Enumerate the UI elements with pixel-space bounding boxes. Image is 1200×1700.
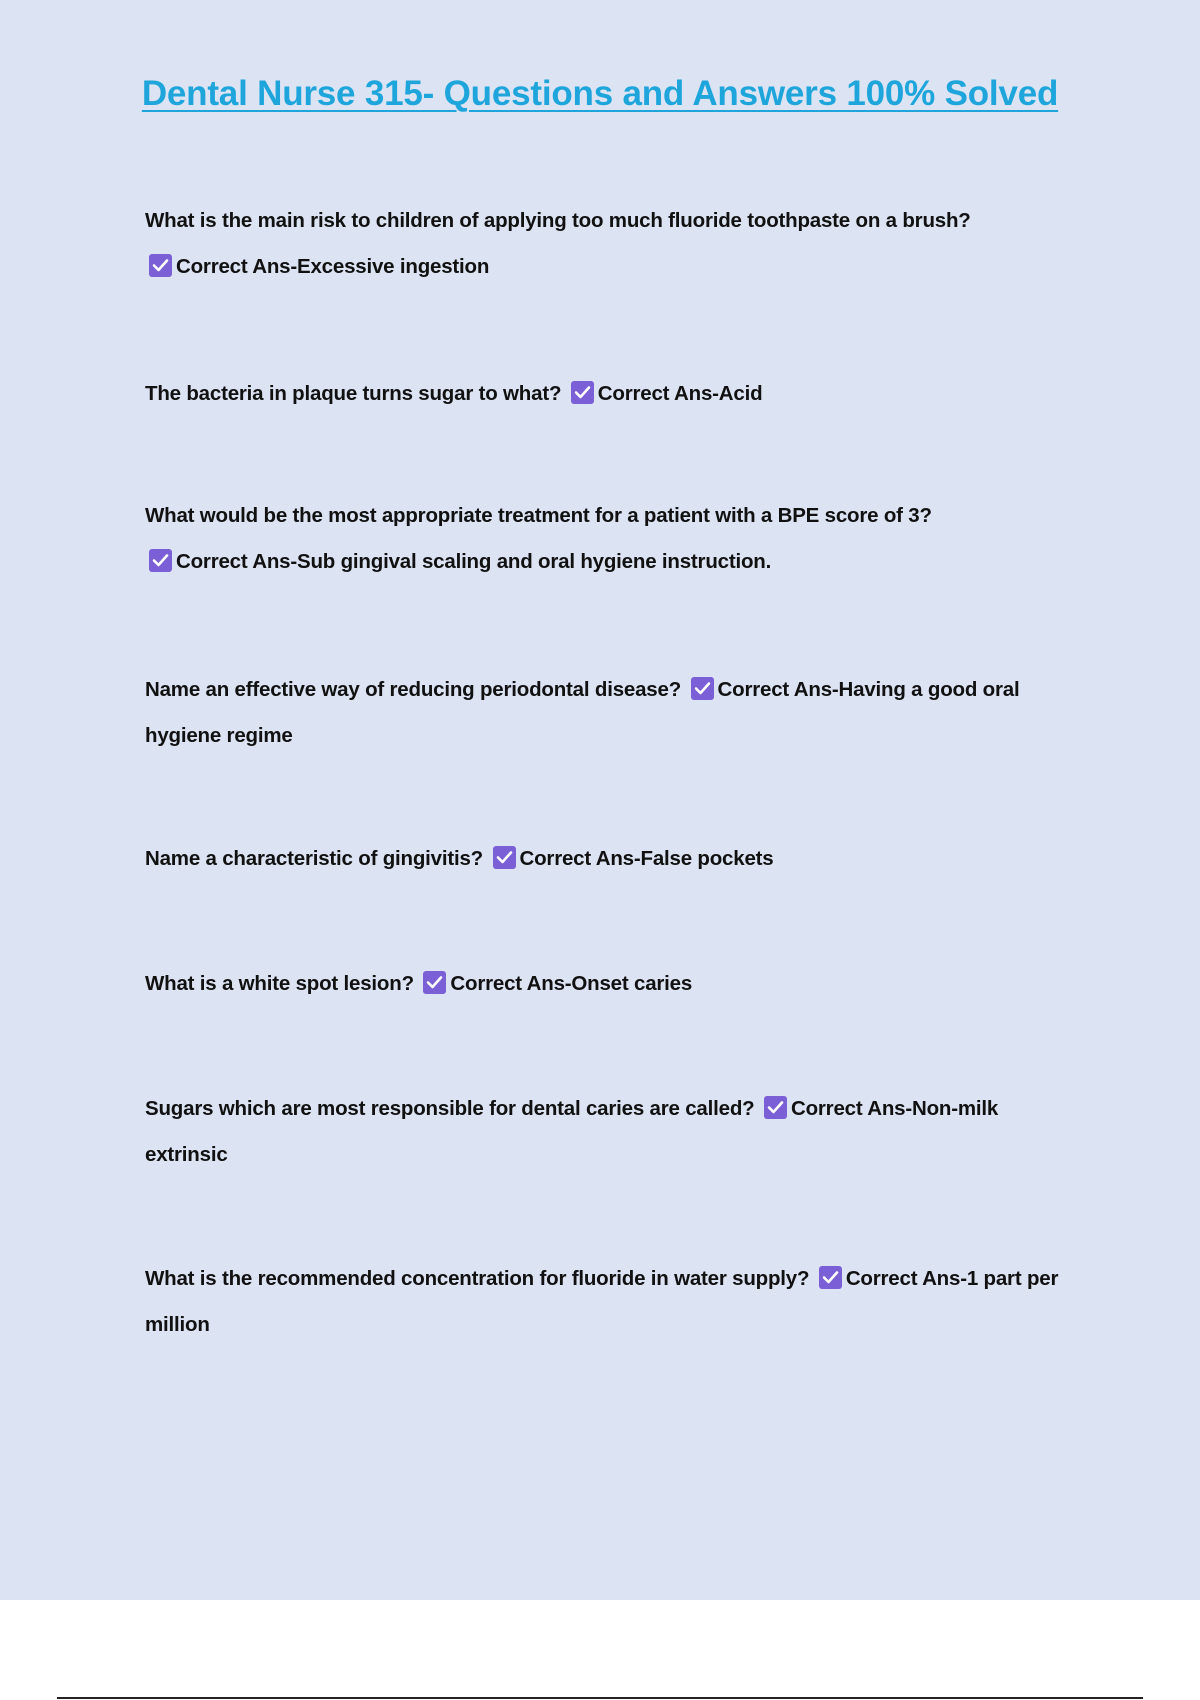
answer-text: Correct Ans-False pockets — [519, 847, 774, 870]
document-title: Dental Nurse 315- Questions and Answers 100% Solved — [141, 74, 1059, 113]
answer-text: Correct Ans-Acid — [597, 382, 763, 405]
question-text: What would be the most appropriate treatment for a patient with a BPE score of 3? — [145, 504, 932, 527]
checkbox-checked-icon — [819, 1266, 842, 1289]
question-text: Name an effective way of reducing periodontal disease? — [145, 678, 682, 701]
footer-divider — [57, 1697, 1143, 1699]
question-text: Name a characteristic of gingivitis? — [145, 847, 483, 870]
question-text: The bacteria in plaque turns sugar to what? — [145, 382, 562, 405]
checkbox-checked-icon — [149, 549, 172, 572]
qa-item — [145, 493, 1085, 585]
qa-item — [145, 1086, 1050, 1178]
qa-item — [145, 836, 1085, 882]
question-text: What is the recommended concentration for fluoride in water supply? — [145, 1267, 810, 1290]
checkbox-checked-icon — [571, 381, 594, 404]
question-text: Sugars which are most responsible for dental caries are called? — [145, 1097, 755, 1120]
checkbox-checked-icon — [691, 677, 714, 700]
answer-text: Correct Ans-Non-milk extrinsic — [145, 1097, 999, 1166]
qa-item — [145, 961, 1085, 1007]
answer-text: Correct Ans-1 part per million — [145, 1267, 1059, 1336]
answer-text: Correct Ans-Sub gingival scaling and oral hygiene instruction. — [176, 550, 772, 573]
checkbox-checked-icon — [493, 846, 516, 869]
qa-item — [145, 1256, 1090, 1348]
answer-text: Correct Ans-Onset caries — [450, 972, 693, 995]
answer-text: Correct Ans-Having a good oral hygiene regime — [145, 678, 1020, 747]
qa-item — [145, 198, 1085, 290]
question-text: What is a white spot lesion? — [145, 972, 414, 995]
qa-item — [145, 371, 1085, 417]
question-text: What is the main risk to children of applying too much fluoride toothpaste on a brush? — [145, 209, 971, 232]
answer-text: Correct Ans-Excessive ingestion — [176, 255, 490, 278]
checkbox-checked-icon — [423, 971, 446, 994]
checkbox-checked-icon — [764, 1096, 787, 1119]
checkbox-checked-icon — [149, 254, 172, 277]
qa-item — [145, 667, 1075, 759]
